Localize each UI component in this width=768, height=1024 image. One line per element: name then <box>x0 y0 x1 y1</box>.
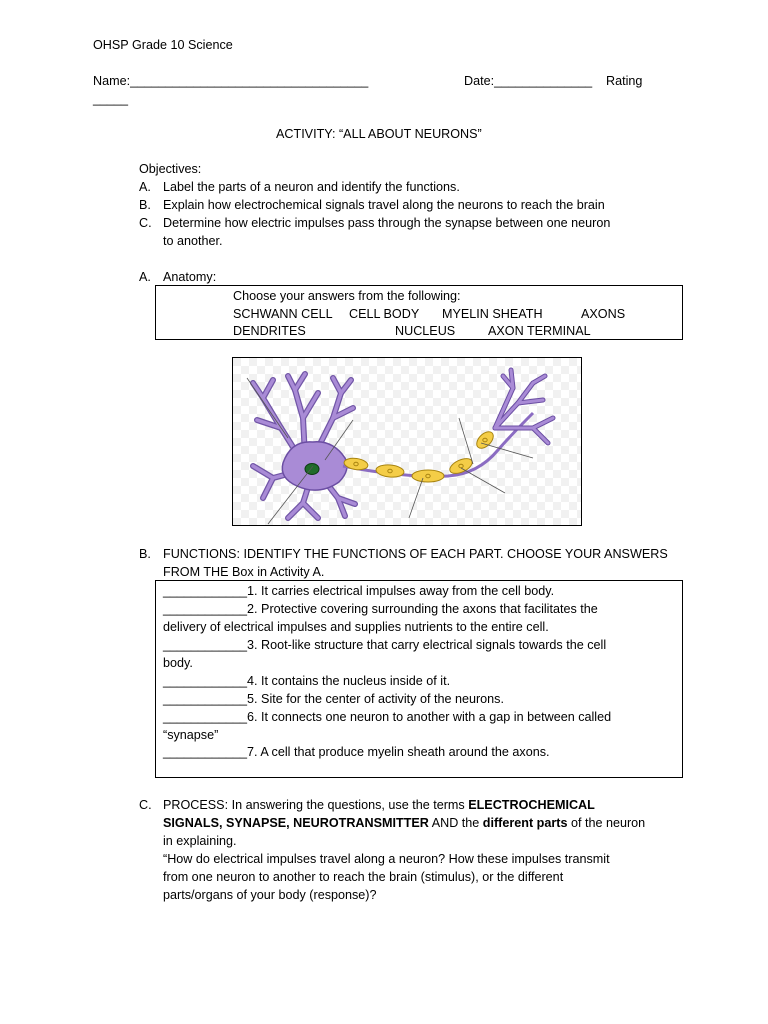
date-label: Date: <box>464 74 495 88</box>
choice-cell-body: CELL BODY <box>349 307 420 321</box>
section-b-heading-line2: FROM THE Box in Activity A. <box>163 565 325 579</box>
function-item-5: ____________5. Site for the center of activity of the neurons. <box>163 692 504 706</box>
objective-c-marker: C. <box>139 216 152 230</box>
function-item-4: ____________4. It contains the nucleus inside of it. <box>163 674 451 688</box>
function-item-3-cont: body. <box>163 656 193 670</box>
objective-c-text-line2: to another. <box>163 234 223 248</box>
neuron-diagram <box>232 357 582 526</box>
process-text: PROCESS: In answering the questions, use the terms <box>163 798 469 812</box>
function-item-7: ____________7. A cell that produce myelin sheath around the axons. <box>163 745 550 759</box>
name-field <box>93 72 368 90</box>
choice-axon-terminal: AXON TERMINAL <box>488 324 591 338</box>
function-item-6-cont: “synapse” <box>163 728 219 742</box>
choices-intro: Choose your answers from the following: <box>233 289 461 303</box>
function-item-2: ____________2. Protective covering surrounding the axons that facilitates the <box>163 602 598 616</box>
section-a-heading: Anatomy: <box>163 270 217 284</box>
question-line1: “How do electrical impulses travel along a neuron? How these impulses transmit <box>163 852 610 866</box>
rating-label: Rating <box>606 74 643 88</box>
terms-list: SIGNALS, SYNAPSE, NEUROTRANSMITTER <box>163 816 429 830</box>
rating-blank: _____ <box>93 92 129 106</box>
answer-choices-box <box>155 285 683 340</box>
and-text: AND the <box>428 816 483 830</box>
function-item-3: ____________3. Root-like structure that carry electrical signals towards the cell <box>163 638 607 652</box>
section-a-marker: A. <box>139 270 151 284</box>
objective-c-text-line1: Determine how electric impulses pass through the synapse between one neuron <box>163 216 611 230</box>
term-different-parts: different parts <box>482 816 568 830</box>
function-item-1: ____________1. It carries electrical impulses away from the cell body. <box>163 584 555 598</box>
functions-box <box>155 580 683 778</box>
objective-b-marker: B. <box>139 198 151 212</box>
section-b-heading-line1: FUNCTIONS: IDENTIFY THE FUNCTIONS OF EACH PART. CHOOSE YOUR ANSWERS <box>163 547 668 561</box>
section-c-intro-line3: in explaining. <box>163 834 237 848</box>
choice-dendrites: DENDRITES <box>233 324 306 338</box>
date-field <box>464 72 592 90</box>
nucleus <box>305 464 319 475</box>
function-item-6: ____________6. It connects one neuron to another with a gap in between called <box>163 710 612 724</box>
objective-b-text: Explain how electrochemical signals travel along the neurons to reach the brain <box>163 198 605 212</box>
question-line2: from one neuron to another to reach the brain (stimulus), or the different <box>163 870 564 884</box>
choice-axons: AXONS <box>581 307 626 321</box>
of-neuron-text: of the neuron <box>567 816 646 830</box>
name-blank: __________________________________ <box>130 74 369 88</box>
function-item-2-cont: delivery of electrical impulses and supplies nutrients to the entire cell. <box>163 620 549 634</box>
question-line3: parts/organs of your body (response)? <box>163 888 377 902</box>
objectives-heading: Objectives: <box>139 162 202 176</box>
course-title: OHSP Grade 10 Science <box>93 38 233 52</box>
objective-a-marker: A. <box>139 180 151 194</box>
activity-title: ACTIVITY: “ALL ABOUT NEURONS” <box>276 127 482 141</box>
choice-myelin-sheath: MYELIN SHEATH <box>442 307 543 321</box>
date-blank: ______________ <box>494 74 593 88</box>
choice-nucleus: NUCLEUS <box>395 324 456 338</box>
name-label: Name: <box>93 74 131 88</box>
objective-a-text: Label the parts of a neuron and identify the functions. <box>163 180 460 194</box>
section-c-intro-line2 <box>163 814 645 832</box>
section-b-marker: B. <box>139 547 151 561</box>
choice-schwann-cell: SCHWANN CELL <box>233 307 333 321</box>
section-c-marker: C. <box>139 798 152 812</box>
term-electrochemical: ELECTROCHEMICAL <box>468 798 595 812</box>
neuron-illustration <box>233 358 581 525</box>
section-c-intro-line1 <box>163 796 595 814</box>
